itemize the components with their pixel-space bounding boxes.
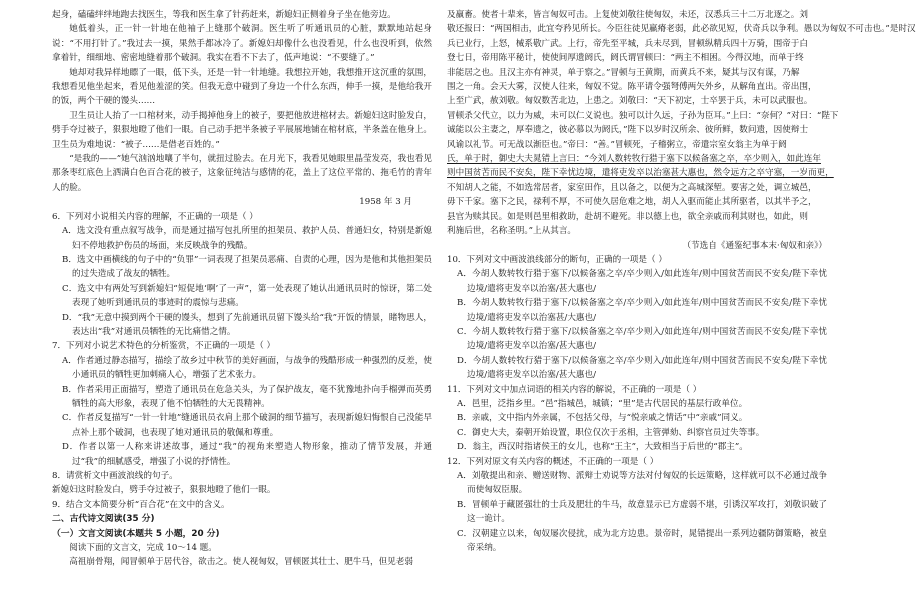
classical-line: 及羸畜。使者十辈来，皆言匈奴可击。上复使刘敬往使匈奴，未还，汉悉兵三十二万北逐之。刘: [447, 10, 808, 20]
classical-line: 敬还报曰：“两国相击，此宜夸矜见所长。今臣往徒见羸瘠老弱，此必欲见短，伏奇兵以争利。愚以为匈奴不可击也。”是时汉: [447, 24, 916, 35]
question-6-option-c: C．选文中有两处写到新媳妇“短促地‘啊’了一声”，第一处表现了她认出通讯员时的惊讶，第二处表现了她听到通讯员的事迹时的震惊与悲痛。: [62, 283, 432, 309]
question-9: 9．结合文本简要分析“百合花”在文中的含义。: [52, 499, 230, 510]
question-6-option-d: D．“我”无意中摸到两个干硬的馒头，想到了先前通讯员留下馒头给“我”开饭的情景，睹物思人，表达出“我”对通讯员牺牲的无比痛惜之情。: [62, 312, 432, 337]
question-11-option-c: C．御史大夫，秦朝开始设置，职位仅次于丞相，主管弹劾、纠察官员过失等事。: [457, 427, 765, 438]
question-12-option-b: B．冒顿单于藏匿强壮的士兵及肥壮的牛马，故意显示已方虚弱不堪，引诱汉军攻打，刘敬识破了这一诡计。: [457, 499, 827, 525]
section-heading: 二、古代诗文阅读(35 分): [52, 514, 155, 525]
story-paragraph-3: 她却对我异样地瞟了一眼，低下头，还是一针一针地缝。我想拉开她，我想推开这沉重的氛围，我想看见他坐起来，看见他羞涩的笑。但我无意中碰到了身边一个什么东西，伸手一摸，是他给我开的饭，两个干硬的馒头……: [52, 67, 432, 107]
question-6-stem: 6．下列对小说相关内容的理解，不正确的一项是（ ）: [52, 211, 258, 222]
question-10-option-a: A．今胡人数转牧行猎于塞下/以候备塞之卒/卒少则入/如此连年/则中国贫苦而民不安矣/陛下幸忧边境/遣将吏发卒以治塞/甚大惠也/: [457, 269, 827, 294]
question-8: 8．请赏析文中画波浪线的句子。: [52, 471, 178, 481]
question-12-option-c: C．汉朝建立以来，匈奴屡次侵扰，成为北方边患。景帝时，晁错提出一系列边疆防御策略，被皇帝采纳。: [457, 528, 827, 554]
classical-line: 诚能以公主妻之，厚奉遗之，彼必慕以为阏氏，”陛下以岁时汉所余、彼所鲜，数问遗，因使辩士: [447, 125, 809, 136]
question-11-option-a: A．邑里，泛指乡里。“邑”指城邑，城镇；“里”是古代居民的基层行政单位。: [457, 398, 748, 409]
classical-line: 县官为赎其民。如是则邑里相救助，赴胡不避死。非以德上也，欲全亲戚而利其财也，如此，则: [447, 211, 808, 222]
classical-line-wavy: 氏，单于时，御史大夫晁错上言曰：“今刘人数转牧行猎于塞下以候备塞之卒，卒少则入，如此连年: [447, 154, 821, 165]
classical-line: 利施后世，名称圣明。”上从其言。: [447, 226, 577, 237]
subsection-heading: （一）文言文阅读(本题共 5 小题，20 分): [52, 528, 220, 539]
question-10-option-b: B．今胡人数转牧行猎于塞下/以候备塞之卒/卒少则入/如此连年/则中国贫苦而民不安矣/陛下幸忧边境/遣将吏发卒以治塞甚/大惠也/: [457, 298, 827, 323]
right-column: [447, 8, 916, 555]
question-8-quote: 新媳妇这时脸发白，劈手夺过被子，狠狠地瞪了他们一眼。: [52, 485, 276, 496]
classical-line: 上至广武，赦刘敬。匈奴数苦北边，上患之。刘敬曰：“天下初定，士卒罢于兵，未可以武服也。: [447, 96, 813, 107]
question-10-option-c: C．今胡人数转牧行猎于塞下/以候备塞之卒/卒少则入/如此连年/则中国贫苦而民不安矣/陛下幸忧边境/遣将吏发卒以治塞/甚大惠也/: [457, 326, 827, 352]
question-7-option-a: A．作者通过静态描写，描绘了故乡过中秋节的美好画面，与战争的残酷形成一种强烈的反差，使小通讯员的牺牲更加刺痛人心，增强了艺术张力。: [62, 355, 432, 381]
story-paragraph-4: 卫生员让人抬了一口棺材来，动手揭掉他身上的被子，要把他放进棺材去。新媳妇这时脸发白，劈手夺过被子，狠狠地瞪了他们一眼。自己动手把半条被子平展展地铺在棺材底，半条盖在他身上。卫生员为难地说：“被子……是借老百姓的。”: [52, 110, 432, 150]
classical-line: 围之一角。会天大雾，汉使人往来，匈奴不觉。陈平请令强弩傅两矢外乡，从解角直出。帝出围，: [447, 82, 817, 93]
classical-line: 兵已业行，上怒，械系敬广武。上行，帝先至平城，兵未尽到，冒顿纵精兵四十万骑，围帝于白: [447, 38, 808, 49]
classical-text: [447, 8, 916, 239]
question-11-option-b: B．亲戚，文中指内外亲属，不包括父母，与“悦亲戚之情话”中“亲戚”同义。: [457, 413, 748, 424]
story-paragraph-1: 起身，磕磕绊绊地跑去找医生，等我和医生拿了针药赶来，新媳妇正侧着身子坐在他旁边。: [52, 10, 396, 20]
question-11-option-d: D．翁主，西汉时指诸侯王的女儿，也称“王主”，大致相当于后世的“郡主”。: [457, 442, 748, 453]
story-paragraph-2: 她低着头，正一针一针地在他袖子上缝那个破洞。医生听了听通讯员的心脏，默默地站起身说：“不用打针了。”我过去一摸，果然手都冰冷了。新媳妇却像什么也没看见，什么也没听到，依然拿着针，细细地、密密地缝着那个破洞。我实在看不下去了，低声地说：“不要缝了。”: [52, 24, 432, 64]
story-paragraph-5: “是我的——”她气汹汹地嚷了半句，就扭过脸去。在月光下，我看见她眼里晶莹发亮，我也看见那条枣红底色上洒满白色百合花的被子，这象征纯洁与感情的花，盖上了这位平常的、拖毛竹的青年人的脸。: [52, 154, 432, 193]
classical-line-wavy: 则中国贫苦而民不安矣，陛下幸忧边境，遣将吏发卒以治塞甚大惠也，然令远方之卒守塞，一岁而更，: [447, 168, 834, 179]
classical-text-start: 高祖崩骨翔，闻冒顿单于居代谷，欲击之。使人视匈奴，冒顿匿其壮士、肥牛马，但见老弱: [69, 557, 413, 568]
question-7-option-d: D．作者以第一人称来讲述故事，通过“我”的视角来塑造人物形象，推动了情节发展，并通过“我”的细腻感受，增强了小说的抒情性。: [62, 442, 432, 467]
question-10-stem: 10．下列对文中画波浪线部分的断句，正确的一项是（ ）: [447, 254, 667, 265]
source-citation: （节选自《通鉴纪事本末·匈奴和亲》）: [682, 240, 827, 251]
question-7-option-b: B．作者采用正面描写，塑造了通讯员在危急关头，为了保护战友，毫不犹豫地扑向手榴弹而英勇牺牲的高大形象，表现了他不怕牺牲的大无畏精神。: [62, 384, 432, 409]
question-11-stem: 11．下列对文中加点词语的相关内容的解说，不正确的一项是（ ）: [447, 384, 702, 395]
question-12-stem: 12．下列对原文有关内容的概述，不正确的一项是（ ）: [447, 456, 659, 467]
classical-line: 毋下千家。塞下之民，禄利不厚，不可使久居危难之地，胡人入驱而能止其所驱者，以其半予之，: [447, 197, 817, 208]
question-10-option-d: D．今胡人数转牧行猎于塞下/以候备塞之卒/卒少则入/如此连年/则中国贫苦而民不安矣/陛下幸忧边境/遣将吏发卒以治塞/甚大惠也/: [457, 355, 827, 381]
classical-line: 风谕以礼节。可无战以渐臣也。”帝曰：“善。”冒顿死，子稽粥立，帝遣宗室女翁主为单于阏: [447, 139, 787, 150]
question-6-option-a: A．选文没有重点叙写战争，而是通过描写包扎所里的担架员、救护人员、普通妇女，特别是新媳妇不停地救护伤员的场面，来反映战争的残酷。: [62, 226, 432, 251]
reading-instruction: 阅读下面的文言文，完成 10～14 题。: [69, 543, 217, 554]
question-7-stem: 7．下列对小说艺术特色的分析鉴赏，不正确的一项是（ ）: [52, 341, 276, 352]
classical-line: 冒顿杀父代立，以力为威，未可以仁义说也。独可以计久远，子孙为臣耳。”上曰：“奈何？”对曰：“陛下: [447, 110, 839, 121]
classical-line: 登七日，帝用陈平秘计，使使间厚遗阏氏，阏氏谓冒顿曰：“两主不相困。今得汉地，而单于终: [447, 53, 804, 64]
classical-line: 不知胡人之能，不如选常居者，家室田作，且以备之，以便为之高城深堑。要害之处，调立城邑，: [447, 182, 817, 193]
classical-line: 非能居之也。且汉主亦有神灵，单于察之。”冒顿与王黄期，而黄兵不来，疑其与汉有谋，乃解: [447, 67, 800, 78]
left-column: [52, 8, 432, 570]
story-date: 1958 年 3 月: [359, 197, 412, 208]
question-6-option-b: B．选文中画横线的句子中的“负罪”一词表现了担架员恶痛、自责的心理，因为是他和其他担架员的过失造成了战友的牺牲。: [62, 254, 432, 280]
question-7-option-c: C．作者反复描写“一针一针地”缝通讯员衣肩上那个破洞的细节描写，表现新媳妇悔恨自己没能早点补上那个破洞，也表现了她对通讯员的敬佩和尊重。: [62, 413, 432, 438]
question-12-option-a: A．刘敬提出和亲、赠送财物、派辩士劝说等方法对付匈奴的长远策略，这样就可以不必通过战争而使匈奴臣服。: [457, 471, 827, 496]
